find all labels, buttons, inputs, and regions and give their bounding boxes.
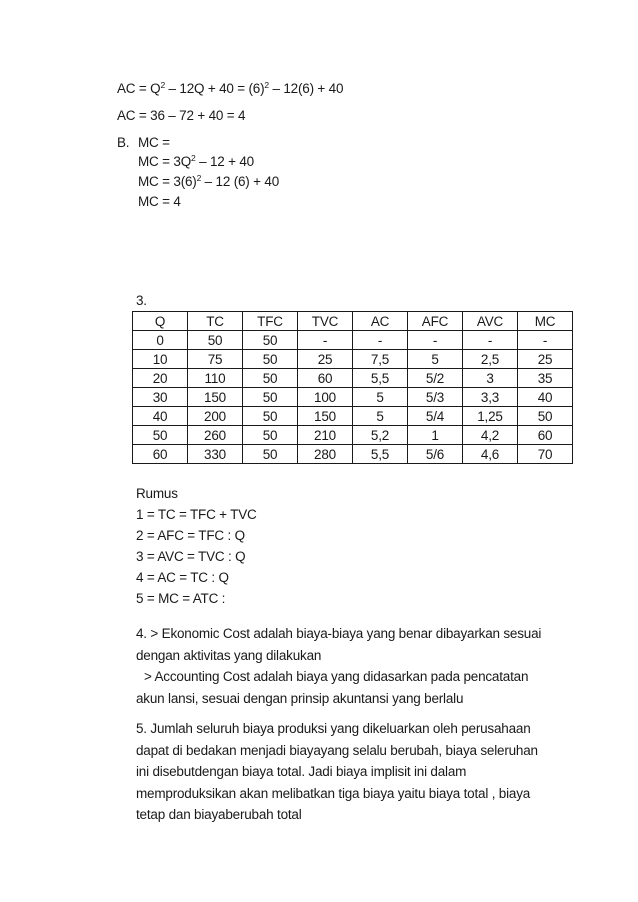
table-cell: - xyxy=(298,331,353,350)
table-cell: 5 xyxy=(353,407,408,426)
table-header-cell: MC xyxy=(518,312,573,331)
rumus-item: 4 = AC = TC : Q xyxy=(136,570,229,585)
table-cell: 5 xyxy=(408,350,463,369)
table-cell: 50 xyxy=(133,426,188,445)
table-header-cell: Q xyxy=(133,312,188,331)
table-cell: 30 xyxy=(133,388,188,407)
mc-eq1-part: MC = 3Q xyxy=(138,154,191,169)
table-cell: 50 xyxy=(243,388,298,407)
table-cell: 4,6 xyxy=(463,445,518,464)
table-cell: - xyxy=(408,331,463,350)
table-cell: 260 xyxy=(188,426,243,445)
table-row xyxy=(133,331,573,350)
table-cell: 1,25 xyxy=(463,407,518,426)
table-cell: 50 xyxy=(243,369,298,388)
table-cell: 330 xyxy=(188,445,243,464)
table-cell: 5/2 xyxy=(408,369,463,388)
table-cell: 25 xyxy=(298,350,353,369)
mc-eq1-exponent: 2 xyxy=(191,153,196,163)
table-cell: 50 xyxy=(243,407,298,426)
table-cell: 10 xyxy=(133,350,188,369)
mc-eq2-part: MC = 3(6) xyxy=(138,174,197,189)
table-cell: 75 xyxy=(188,350,243,369)
table-row xyxy=(133,369,573,388)
table-body xyxy=(133,331,573,464)
table-cell: 50 xyxy=(243,350,298,369)
ac-equation-line-2: AC = 36 – 72 + 40 = 4 xyxy=(117,108,246,123)
table-cell: 5/3 xyxy=(408,388,463,407)
table-cell: 150 xyxy=(298,407,353,426)
rumus-item: 5 = MC = ATC : xyxy=(136,591,226,606)
table-cell: 0 xyxy=(133,331,188,350)
mc-eq1-part: – 12 + 40 xyxy=(195,154,254,169)
table-cell: 40 xyxy=(133,407,188,426)
table-header-cell: AFC xyxy=(408,312,463,331)
table-header-cell: AC xyxy=(353,312,408,331)
mc-equation-line-1 xyxy=(138,153,254,171)
table-cell: 5/4 xyxy=(408,407,463,426)
table-cell: 150 xyxy=(188,388,243,407)
table-cell: 60 xyxy=(518,426,573,445)
table-cell: 20 xyxy=(133,369,188,388)
mc-header: MC = xyxy=(138,135,170,150)
table-cell: 5/6 xyxy=(408,445,463,464)
paragraph-line: 4. > Ekonomic Cost adalah biaya-biaya yang benar dibayarkan sesuai xyxy=(136,626,542,641)
table-header-cell: TC xyxy=(188,312,243,331)
table-row xyxy=(133,445,573,464)
table-row xyxy=(133,350,573,369)
table-cell: 110 xyxy=(188,369,243,388)
table-cell: - xyxy=(463,331,518,350)
table-row xyxy=(133,426,573,445)
paragraph-line: dengan aktivitas yang dilakukan xyxy=(136,647,322,663)
table-cell: 5,5 xyxy=(353,369,408,388)
table-header-cell: AVC xyxy=(463,312,518,331)
table-cell: 100 xyxy=(298,388,353,407)
table-cell: 5,5 xyxy=(353,445,408,464)
table-cell: 280 xyxy=(298,445,353,464)
rumus-item: 2 = AFC = TFC : Q xyxy=(136,528,245,543)
table-cell: 50 xyxy=(243,426,298,445)
table-cell: - xyxy=(353,331,408,350)
table-cell: 5,2 xyxy=(353,426,408,445)
table-cell: 50 xyxy=(188,331,243,350)
table-cell: 7,5 xyxy=(353,350,408,369)
ac-eq1-exponent: 2 xyxy=(160,80,165,90)
table-row xyxy=(133,388,573,407)
rumus-title: Rumus xyxy=(136,486,178,501)
table-cell: 50 xyxy=(243,445,298,464)
question-4-paragraph xyxy=(136,623,576,709)
ac-equation-line-1 xyxy=(117,80,343,98)
rumus-item: 1 = TC = TFC + TVC xyxy=(136,507,257,522)
table-cell: 70 xyxy=(518,445,573,464)
table-cell: 40 xyxy=(518,388,573,407)
table-cell: 4,2 xyxy=(463,426,518,445)
cost-table xyxy=(132,311,573,464)
table-cell: 200 xyxy=(188,407,243,426)
section-b-label: B. xyxy=(117,135,130,150)
table-header-cell: TFC xyxy=(243,312,298,331)
paragraph-line: ini disebutdengan biaya total. Jadi biaya implisit ini dalam xyxy=(136,764,467,779)
table-cell: 50 xyxy=(243,331,298,350)
table-cell: - xyxy=(518,331,573,350)
table-cell: 60 xyxy=(298,369,353,388)
paragraph-line: 5. Jumlah seluruh biaya produksi yang dikeluarkan oleh perusahaan xyxy=(136,721,531,736)
rumus-item: 3 = AVC = TVC : Q xyxy=(136,549,246,564)
paragraph-line: dapat di bedakan menjadi biayayang selalu berubah, biaya seleruhan xyxy=(136,742,538,758)
table-cell: 5 xyxy=(353,388,408,407)
table-cell: 210 xyxy=(298,426,353,445)
mc-equation-line-3: MC = 4 xyxy=(138,194,181,209)
mc-equation-line-2 xyxy=(138,173,279,191)
ac-eq1-exponent: 2 xyxy=(264,80,269,90)
table-cell: 3,3 xyxy=(463,388,518,407)
table-cell: 2,5 xyxy=(463,350,518,369)
table-cell: 35 xyxy=(518,369,573,388)
paragraph-line: tetap dan biayaberubah total xyxy=(136,807,302,822)
table-cell: 25 xyxy=(518,350,573,369)
paragraph-line: memproduksikan akan melibatkan tiga biaya yaitu biaya total , biaya xyxy=(136,785,531,801)
mc-eq2-exponent: 2 xyxy=(196,173,202,183)
mc-eq2-part: – 12 (6) + 40 xyxy=(201,174,280,189)
question-5-paragraph xyxy=(136,718,576,826)
paragraph-line: > Accounting Cost adalah biaya yang didasarkan pada pencatatan xyxy=(144,669,529,684)
question-3-number: 3. xyxy=(136,293,147,308)
table-header-row xyxy=(133,312,573,331)
ac-eq1-part: – 12Q + 40 = (6) xyxy=(164,81,265,96)
table-cell: 50 xyxy=(518,407,573,426)
table-cell: 3 xyxy=(463,369,518,388)
paragraph-line: akun lansi, sesuai dengan prinsip akuntansi yang berlalu xyxy=(136,690,464,706)
table-cell: 1 xyxy=(408,426,463,445)
table-row xyxy=(133,407,573,426)
table-header-cell: TVC xyxy=(298,312,353,331)
table-cell: 60 xyxy=(133,445,188,464)
ac-eq1-part: – 12(6) + 40 xyxy=(268,81,344,96)
ac-eq1-part: AC = Q xyxy=(117,81,161,96)
